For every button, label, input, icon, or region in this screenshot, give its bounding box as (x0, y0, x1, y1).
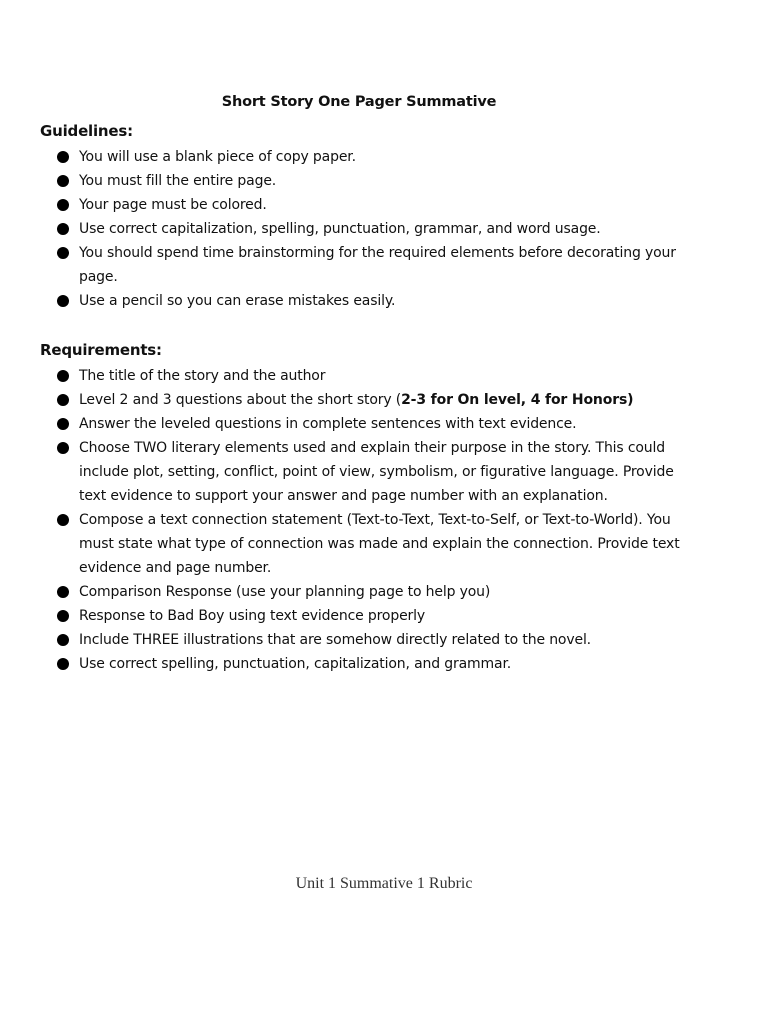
requirements-list (56, 364, 696, 676)
bullet-icon (57, 370, 69, 382)
guideline-text: You should spend time brainstorming for the required elements before decorating your page. (79, 245, 676, 285)
requirements-heading: Requirements: (40, 341, 162, 359)
requirement-item (56, 628, 696, 652)
bullet-icon (57, 610, 69, 622)
requirement-text: Response to Bad Boy using text evidence properly (79, 608, 426, 624)
guideline-text: Use a pencil so you can erase mistakes easily. (79, 293, 396, 309)
requirement-text: Choose TWO literary elements used and explain their purpose in the story. This could include plot, setting, conflict, point of view, symbolism, or figurative language. Provide text evidence to support your answer and page number with an explanation. (79, 440, 674, 504)
guideline-text: Use correct capitalization, spelling, punctuation, grammar, and word usage. (79, 221, 601, 237)
requirement-item (56, 388, 696, 412)
document-title: Short Story One Pager Summative (221, 94, 497, 110)
requirement-item (56, 364, 696, 388)
bullet-icon (57, 442, 69, 454)
bullet-icon (57, 658, 69, 670)
requirement-text: Use correct spelling, punctuation, capitalization, and grammar. (79, 656, 512, 672)
guideline-item (56, 241, 696, 289)
bullet-icon (57, 514, 69, 526)
guideline-item (56, 169, 696, 193)
footer-caption: Unit 1 Summative 1 Rubric (295, 875, 473, 892)
requirement-item (56, 412, 696, 436)
requirement-text: Compose a text connection statement (Text-to-Text, Text-to-Self, or Text-to-World). You must state what type of connection was made and explain the connection. Provide text evidence and page number. (79, 512, 680, 576)
requirement-text: Level 2 and 3 questions about the short story ( (79, 392, 402, 408)
bullet-icon (57, 223, 69, 235)
requirement-item (56, 580, 696, 604)
bullet-icon (57, 247, 69, 259)
bullet-icon (57, 394, 69, 406)
requirement-text: Answer the leveled questions in complete sentences with text evidence. (79, 416, 577, 432)
guideline-text: You must fill the entire page. (79, 173, 277, 189)
bullet-icon (57, 151, 69, 163)
bullet-icon (57, 175, 69, 187)
bullet-icon (57, 634, 69, 646)
guideline-text: You will use a blank piece of copy paper. (79, 149, 356, 165)
guideline-item (56, 193, 696, 217)
requirement-item (56, 652, 696, 676)
requirement-level-note: 2-3 for On level, 4 for Honors) (401, 392, 634, 408)
guideline-item (56, 217, 696, 241)
guidelines-heading: Guidelines: (40, 122, 133, 140)
guideline-item (56, 289, 696, 313)
requirement-item (56, 436, 696, 508)
guideline-text: Your page must be colored. (79, 197, 267, 213)
requirement-text: The title of the story and the author (79, 368, 326, 384)
guideline-item (56, 145, 696, 169)
requirement-item (56, 508, 696, 580)
requirement-item (56, 604, 696, 628)
bullet-icon (57, 295, 69, 307)
bullet-icon (57, 586, 69, 598)
bullet-icon (57, 199, 69, 211)
guidelines-list (56, 145, 696, 313)
requirement-text: Comparison Response (use your planning page to help you) (79, 584, 491, 600)
bullet-icon (57, 418, 69, 430)
requirement-text: Include THREE illustrations that are somehow directly related to the novel. (79, 632, 591, 648)
